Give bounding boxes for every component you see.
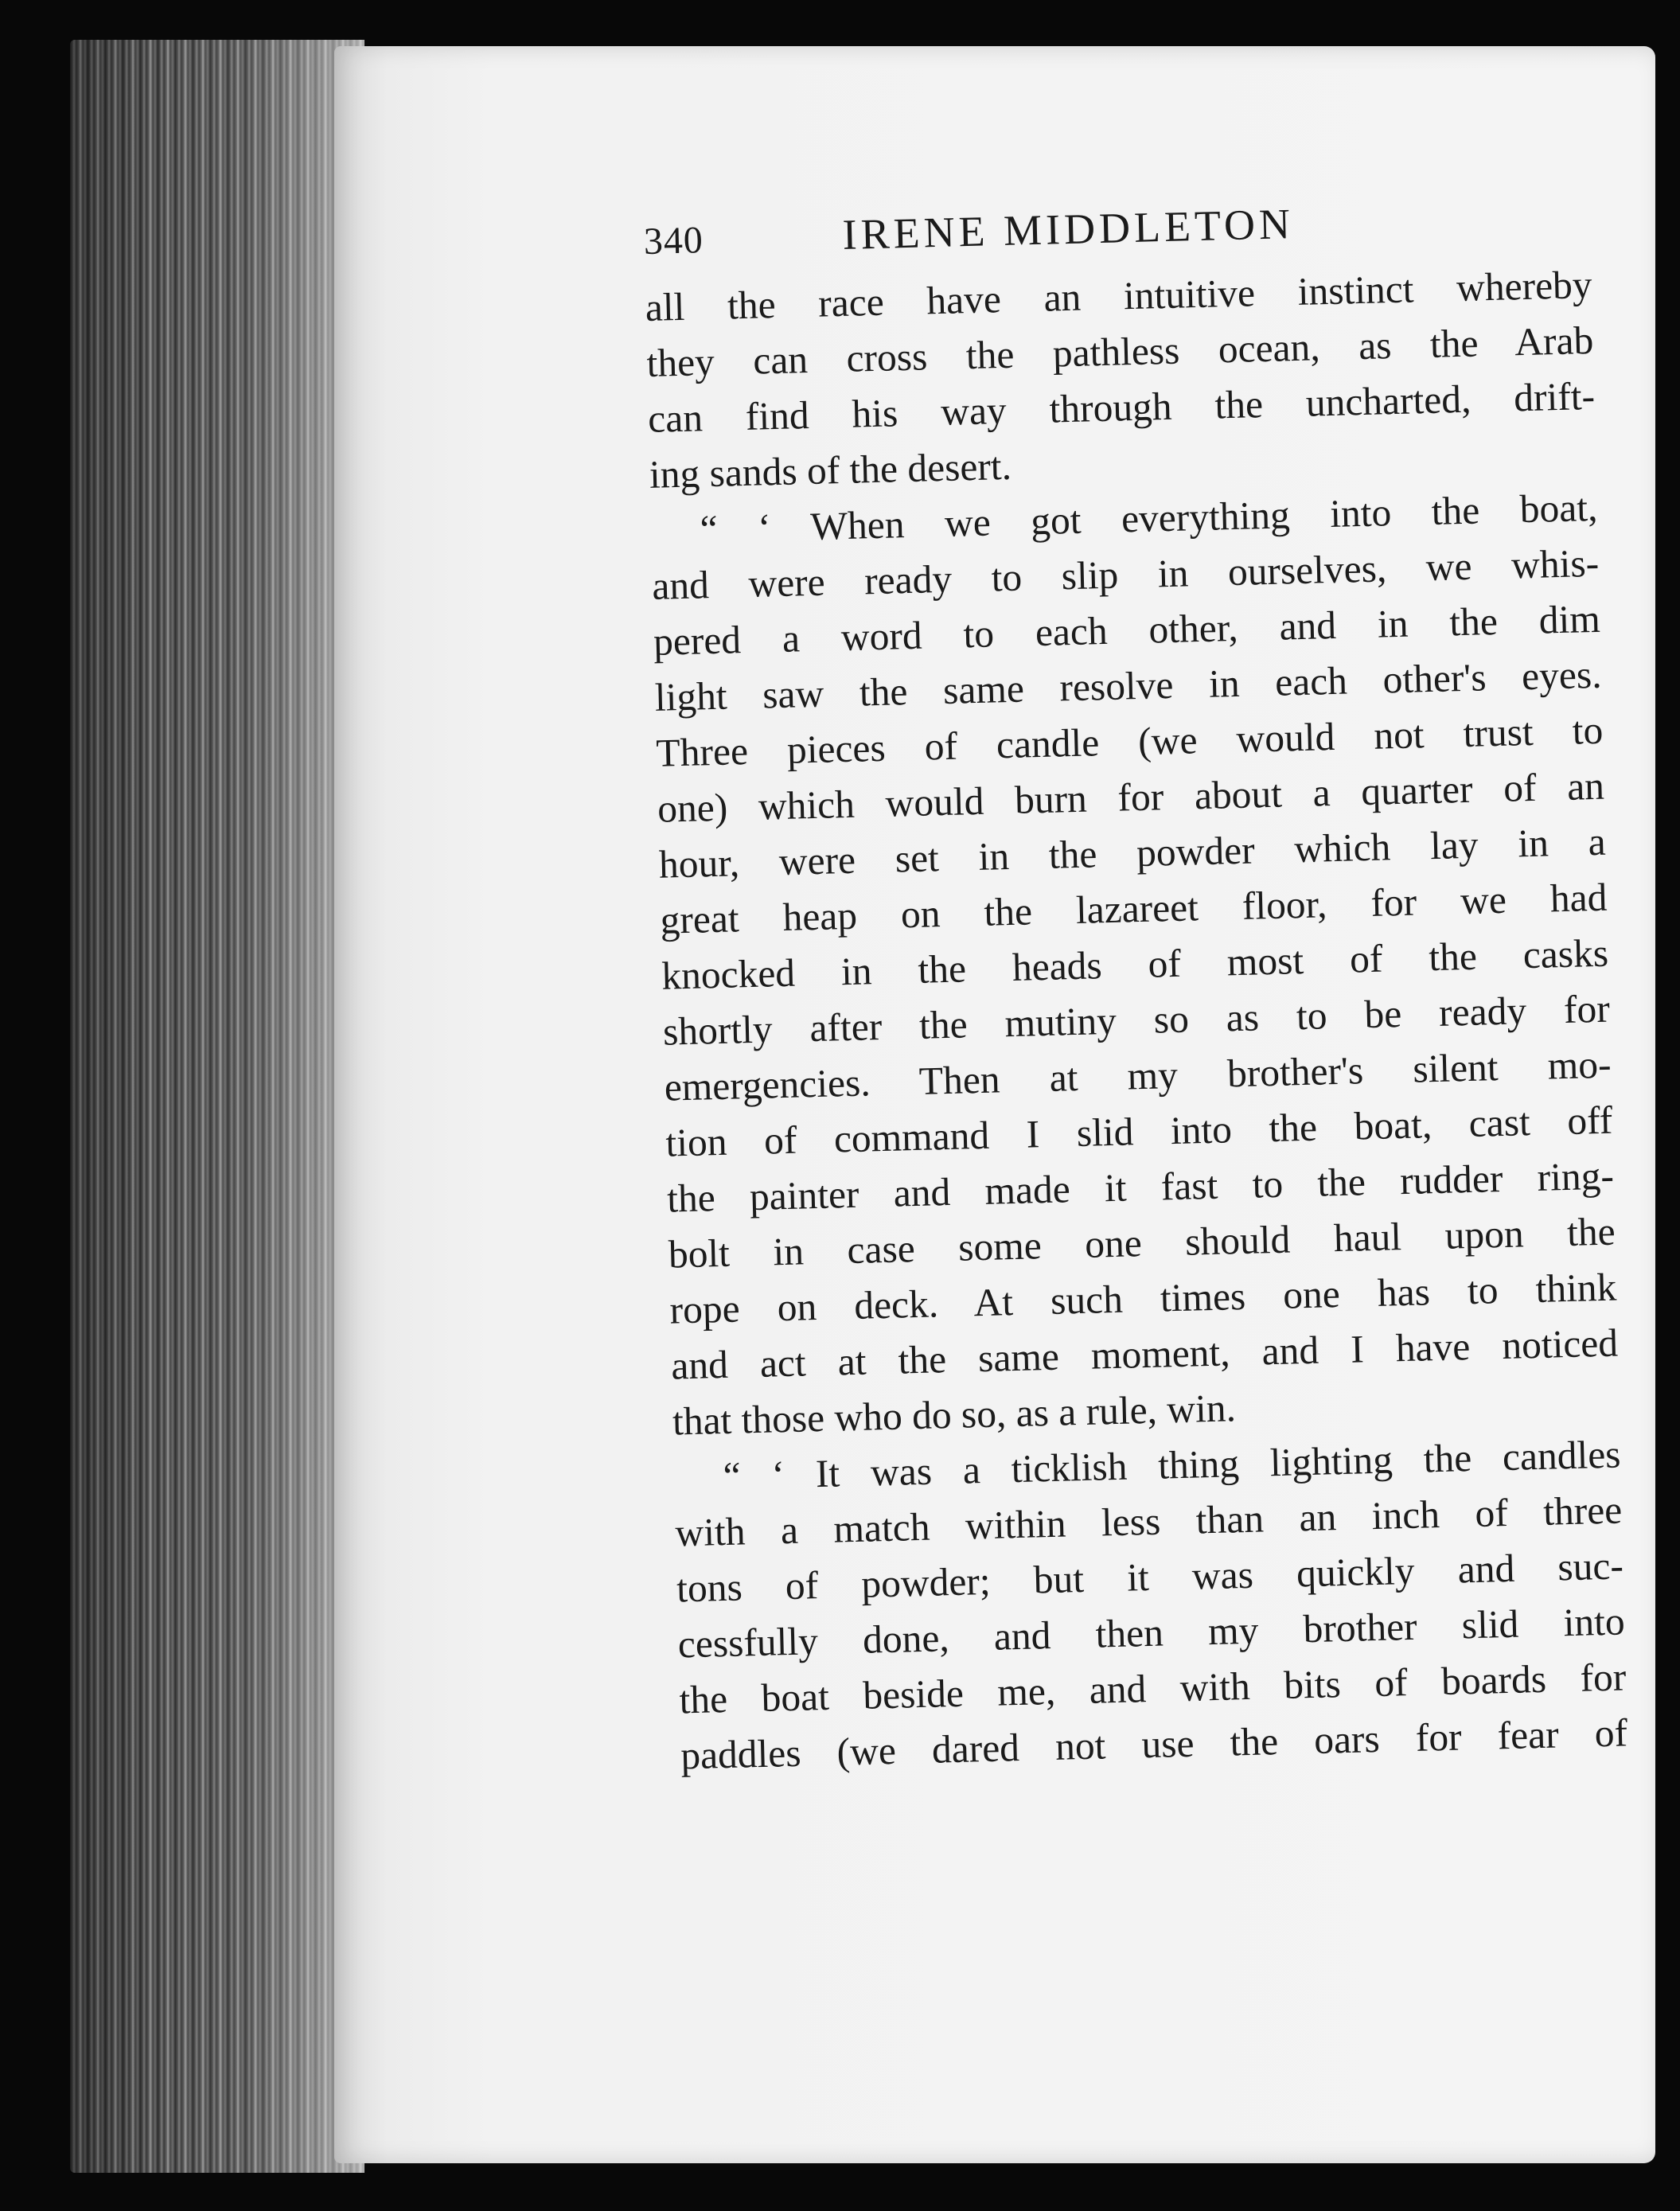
text-line: rope on deck. At such times one has to think (668, 1265, 1617, 1332)
text-line: all the race have an intuitive instinct whereby (645, 262, 1593, 330)
paragraph-1 (645, 257, 1596, 503)
text-line: tons of powder; but it was quickly and suc- (676, 1543, 1624, 1611)
paragraph-2 (650, 480, 1620, 1450)
text-line: and act at the same moment, and I have noticed (670, 1320, 1619, 1388)
text-line: can find his way through the uncharted, drift- (647, 373, 1596, 441)
text-line: and were ready to slip in ourselves, we whis- (651, 540, 1600, 608)
book-page-edges (70, 40, 364, 2173)
page-text-block (643, 192, 1628, 1784)
text-line: light saw the same resolve in each other's eyes. (654, 652, 1603, 719)
page-number: 340 (643, 219, 704, 263)
text-line: bolt in case some one should haul upon the (668, 1209, 1616, 1277)
text-line: great heap on the lazareet floor, for we had (659, 875, 1608, 942)
text-line: emergencies. Then at my brother's silent mo- (664, 1042, 1612, 1109)
text-line: pered a word to each other, and in the dim (653, 596, 1601, 664)
text-line: ing sands of the desert. (649, 443, 1012, 497)
text-line: hour, were set in the powder which lay in a (658, 819, 1607, 887)
paragraph-3 (673, 1426, 1628, 1784)
text-line: “ ‘ It was a ticklish thing lighting the candles (723, 1432, 1622, 1499)
text-line: “ ‘ When we got everything into the boat, (699, 485, 1599, 552)
text-line: Three pieces of candle (we would not trust to (655, 708, 1604, 775)
text-line: knocked in the heads of most of the casks (661, 930, 1609, 998)
text-line: paddles (we dared not use the oars for fear of (680, 1710, 1628, 1778)
text-line: that those who do so, as a rule, win. (672, 1386, 1237, 1444)
running-title: IRENE MIDDLETON (841, 200, 1295, 259)
text-line: tion of command I slid into the boat, cast off (665, 1098, 1613, 1165)
text-line: with a match within less than an inch of three (674, 1488, 1623, 1555)
body-text (645, 257, 1628, 1784)
text-line: one) which would burn for about a quarter of an (657, 763, 1605, 831)
text-line: shortly after the mutiny so as to be ready for (662, 986, 1611, 1054)
text-line: the painter and made it fast to the rudder ring- (666, 1153, 1615, 1221)
text-line: cessfully done, and then my brother slid into (677, 1599, 1626, 1667)
text-line: they can cross the pathless ocean, as the Arab (645, 318, 1594, 385)
text-line: the boat beside me, and with bits of boards for (678, 1655, 1627, 1722)
